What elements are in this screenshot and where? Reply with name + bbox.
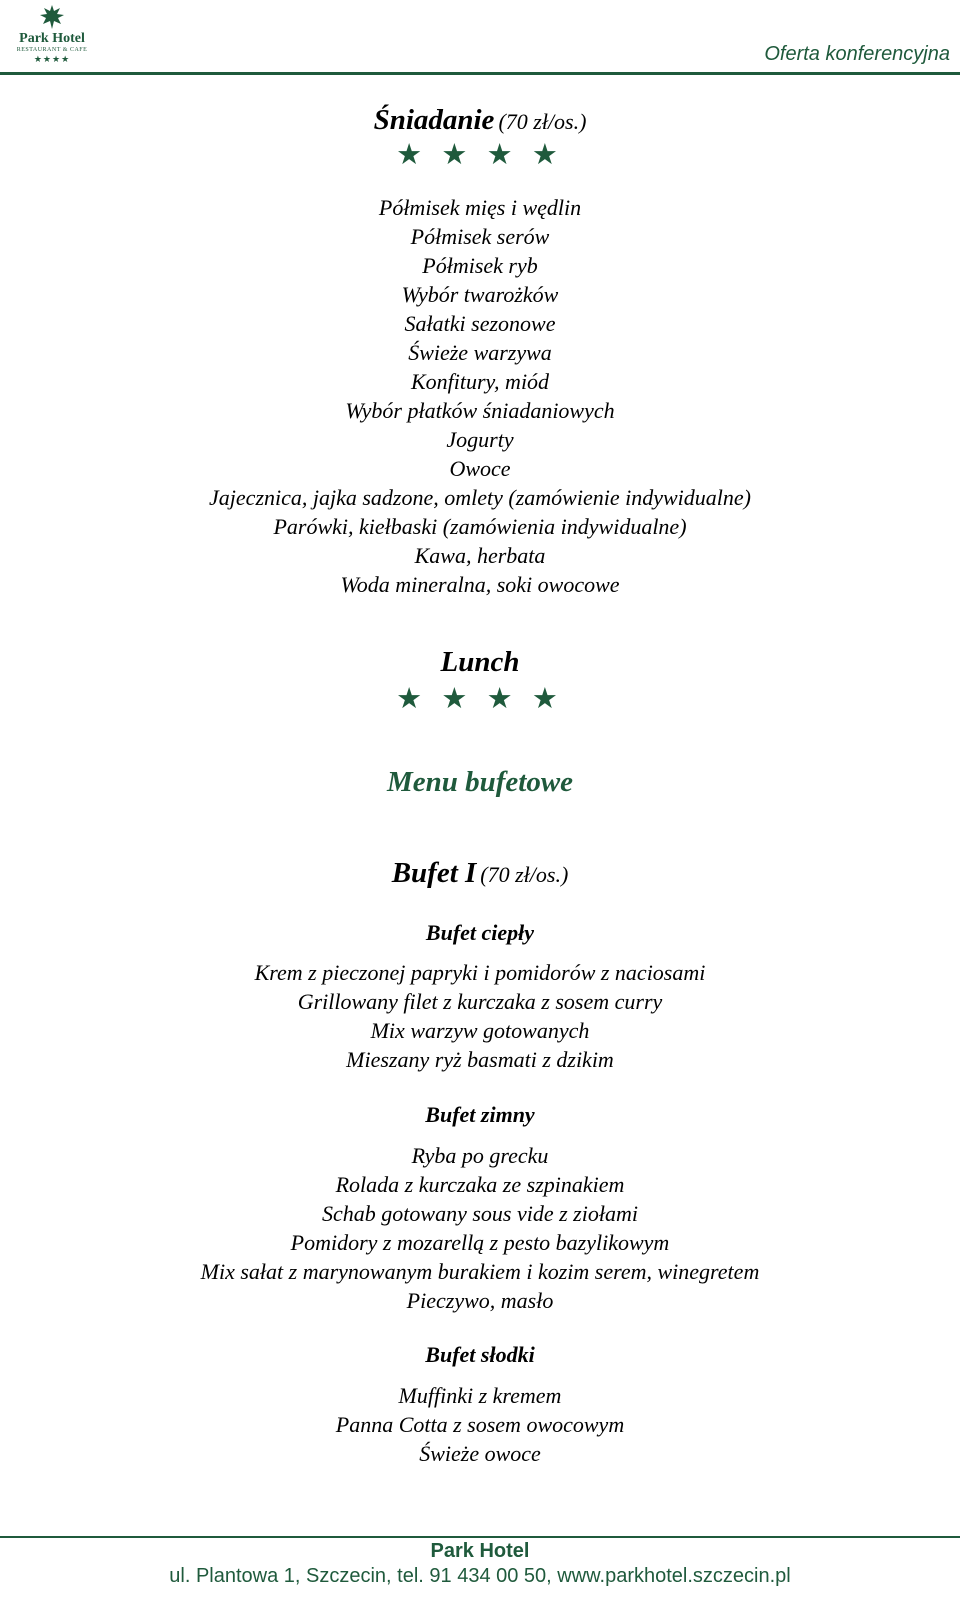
list-item: Jogurty (446, 427, 514, 452)
list-item: Ryba po grecku (411, 1143, 549, 1168)
list-item: Jajecznica, jajka sadzone, omlety (zamówienie indywidualne) (209, 485, 751, 510)
cold-buffet-title: Bufet zimny (425, 1102, 535, 1127)
list-item: Woda mineralna, soki owocowe (340, 572, 620, 597)
breakfast-title: Śniadanie (373, 104, 495, 136)
list-item: Konfitury, miód (410, 369, 550, 394)
list-item: Parówki, kiełbaski (zamówienia indywidualne) (273, 514, 687, 539)
list-item: Wybór twarożków (401, 282, 559, 307)
list-item: Panna Cotta z sosem owocowym (335, 1412, 625, 1437)
breakfast-price: (70 zł/os.) (498, 109, 587, 134)
footer-address: ul. Plantowa 1, Szczecin, tel. 91 434 00 50, www.parkhotel.szczecin.pl (169, 1565, 791, 1587)
footer-divider (0, 1536, 960, 1538)
list-item: Grillowany filet z kurczaka z sosem curry (297, 989, 663, 1014)
sweet-buffet-title: Bufet słodki (425, 1342, 535, 1367)
warm-buffet-title: Bufet ciepły (425, 920, 535, 945)
list-item: Półmisek mięs i wędlin (378, 195, 582, 220)
list-item: Schab gotowany sous vide z ziołami (322, 1201, 638, 1226)
list-item: Półmisek serów (410, 224, 550, 249)
list-item: Półmisek ryb (422, 253, 538, 278)
lunch-heading (0, 646, 960, 679)
list-item: Mix sałat z marynowanym burakiem i kozim serem, winegretem (200, 1259, 760, 1284)
lunch-title: Lunch (440, 646, 520, 678)
list-item: Owoce (449, 456, 511, 481)
cold-buffet-list (0, 1141, 960, 1315)
list-item: Muffinki z kremem (398, 1383, 562, 1408)
list-item: Mix warzyw gotowanych (370, 1018, 590, 1043)
menu-bufetowe-heading (0, 766, 960, 799)
logo-subtitle: RESTAURANT & CAFE (16, 47, 88, 53)
warm-buffet-list (0, 958, 960, 1074)
list-item: Sałatki sezonowe (404, 311, 556, 336)
list-item: Pieczywo, masło (406, 1288, 554, 1313)
list-item: Świeże warzywa (408, 340, 552, 365)
bufet-title: Bufet I (391, 857, 477, 889)
bufet-heading (0, 857, 960, 890)
list-item: Kawa, herbata (414, 543, 546, 568)
hotel-logo (12, 4, 92, 64)
breakfast-heading (0, 104, 960, 137)
logo-brand: Park Hotel (19, 31, 85, 46)
menu-title: Menu bufetowe (386, 766, 574, 798)
logo-stars: ★★★★ (33, 54, 71, 64)
leaf-icon (39, 4, 65, 30)
lunch-stars: ★ ★ ★ ★ (396, 683, 564, 715)
footer-hotel-name: Park Hotel (430, 1540, 530, 1562)
header-divider (0, 72, 960, 75)
breakfast-stars: ★ ★ ★ ★ (396, 139, 564, 171)
list-item: Rolada z kurczaka ze szpinakiem (335, 1172, 625, 1197)
document-title: Oferta konferencyjna (764, 43, 950, 65)
breakfast-list (0, 193, 960, 599)
bufet-price: (70 zł/os.) (480, 862, 569, 887)
list-item: Wybór płatków śniadaniowych (345, 398, 615, 423)
list-item: Świeże owoce (419, 1441, 541, 1466)
sweet-buffet-list (0, 1381, 960, 1468)
list-item: Mieszany ryż basmati z dzikim (346, 1047, 614, 1072)
list-item: Krem z pieczonej papryki i pomidorów z naciosami (254, 960, 706, 985)
list-item: Pomidory z mozarellą z pesto bazylikowym (290, 1230, 670, 1255)
